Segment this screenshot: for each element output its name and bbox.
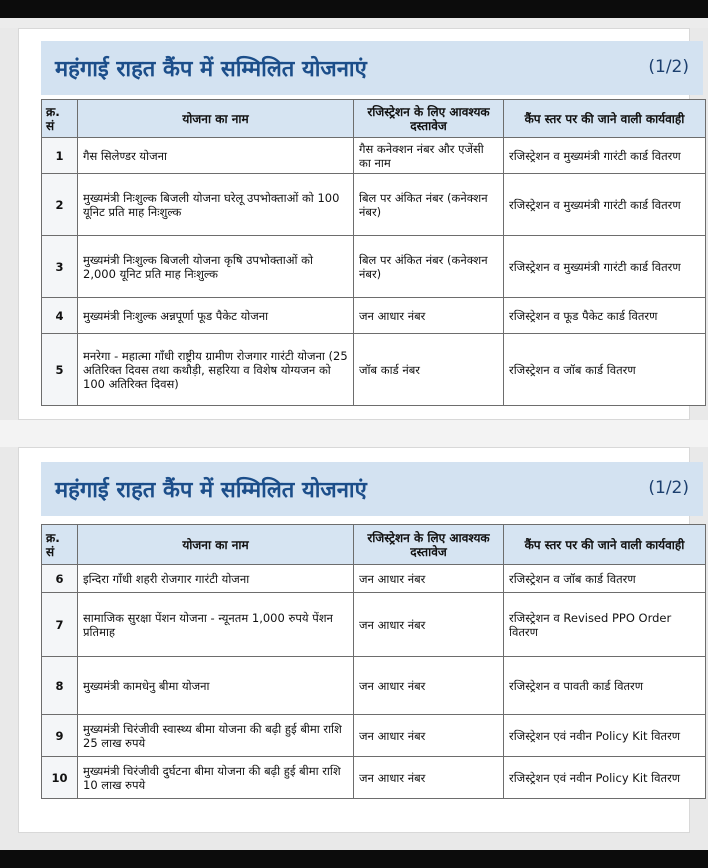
header-camp-action: कैंप स्तर पर की जाने वाली कार्यवाही <box>504 525 706 565</box>
row-scheme-name: मुख्यमंत्री निःशुल्क बिजली योजना घरेलू उपभोक्ताओं को 100 यूनिट प्रति माह निःशुल्क <box>78 174 354 236</box>
row-serial: 3 <box>42 236 78 298</box>
row-serial: 4 <box>42 298 78 334</box>
panel-1-title: महंगाई राहत कैंप में सम्मिलित योजनाएं <box>55 57 367 82</box>
panel-2-table <box>41 524 706 799</box>
table-row <box>42 334 706 406</box>
table-row <box>42 715 706 757</box>
row-serial: 8 <box>42 657 78 715</box>
row-document: जन आधार नंबर <box>354 715 504 757</box>
table-row <box>42 593 706 657</box>
row-action: रजिस्ट्रेशन व मुख्यमंत्री गारंटी कार्ड वितरण <box>504 138 706 174</box>
header-scheme-name: योजना का नाम <box>78 525 354 565</box>
middle-gap <box>0 420 708 447</box>
scheme-panel-2 <box>18 447 690 833</box>
row-scheme-name: इन्दिरा गाँधी शहरी रोजगार गारंटी योजना <box>78 565 354 593</box>
row-action: रजिस्ट्रेशन व पावती कार्ड वितरण <box>504 657 706 715</box>
table-row <box>42 174 706 236</box>
row-document: जॉब कार्ड नंबर <box>354 334 504 406</box>
row-document: जन आधार नंबर <box>354 757 504 799</box>
panel-1-table <box>41 99 706 406</box>
row-action: रजिस्ट्रेशन व जॉब कार्ड वितरण <box>504 565 706 593</box>
header-scheme-name: योजना का नाम <box>78 100 354 138</box>
row-scheme-name: मनरेगा - महात्मा गाँधी राष्ट्रीय ग्रामीण रोजगार गारंटी योजना (25 अतिरिक्त दिवस तथा कथौड़ी, सहरिया व विशेष योग्यजन को 100 अतिरिक्त दिवस) <box>78 334 354 406</box>
table-row <box>42 236 706 298</box>
row-action: रजिस्ट्रेशन व जॉब कार्ड वितरण <box>504 334 706 406</box>
row-action: रजिस्ट्रेशन व Revised PPO Order वितरण <box>504 593 706 657</box>
row-document: जन आधार नंबर <box>354 593 504 657</box>
table-row <box>42 757 706 799</box>
header-camp-action: कैंप स्तर पर की जाने वाली कार्यवाही <box>504 100 706 138</box>
row-scheme-name: मुख्यमंत्री चिरंजीवी स्वास्थ्य बीमा योजना की बढ़ी हुई बीमा राशि 25 लाख रुपये <box>78 715 354 757</box>
table-row <box>42 657 706 715</box>
row-document: जन आधार नंबर <box>354 657 504 715</box>
row-serial: 1 <box>42 138 78 174</box>
row-document: गैस कनेक्शन नंबर और एजेंसी का नाम <box>354 138 504 174</box>
row-document: जन आधार नंबर <box>354 298 504 334</box>
table-row <box>42 298 706 334</box>
top-black-bar <box>0 0 708 18</box>
row-scheme-name: मुख्यमंत्री कामधेनु बीमा योजना <box>78 657 354 715</box>
header-serial: क्र. सं <box>42 100 78 138</box>
row-action: रजिस्ट्रेशन एवं नवीन Policy Kit वितरण <box>504 715 706 757</box>
panel-2-page-indicator: (1/2) <box>648 478 689 498</box>
header-required-document: रजिस्ट्रेशन के लिए आवश्यक दस्तावेज <box>354 525 504 565</box>
row-scheme-name: सामाजिक सुरक्षा पेंशन योजना - न्यूनतम 1,000 रुपये पेंशन प्रतिमाह <box>78 593 354 657</box>
row-serial: 5 <box>42 334 78 406</box>
table-header-row <box>42 525 706 565</box>
panel-1-banner <box>41 41 703 95</box>
top-gap <box>0 18 708 28</box>
row-serial: 2 <box>42 174 78 236</box>
row-document: बिल पर अंकित नंबर (कनेक्शन नंबर) <box>354 236 504 298</box>
row-serial: 9 <box>42 715 78 757</box>
row-document: जन आधार नंबर <box>354 565 504 593</box>
row-action: रजिस्ट्रेशन व मुख्यमंत्री गारंटी कार्ड वितरण <box>504 236 706 298</box>
table-row <box>42 138 706 174</box>
row-action: रजिस्ट्रेशन व फूड पैकेट कार्ड वितरण <box>504 298 706 334</box>
header-required-document: रजिस्ट्रेशन के लिए आवश्यक दस्तावेज <box>354 100 504 138</box>
bottom-black-bar <box>0 850 708 868</box>
scheme-panel-1 <box>18 28 690 420</box>
row-serial: 10 <box>42 757 78 799</box>
row-scheme-name: मुख्यमंत्री निःशुल्क बिजली योजना कृषि उपभोक्ताओं को 2,000 यूनिट प्रति माह निःशुल्क <box>78 236 354 298</box>
panel-2-banner <box>41 462 703 516</box>
row-document: बिल पर अंकित नंबर (कनेक्शन नंबर) <box>354 174 504 236</box>
panel-2-title: महंगाई राहत कैंप में सम्मिलित योजनाएं <box>55 478 367 503</box>
table-row <box>42 565 706 593</box>
row-serial: 7 <box>42 593 78 657</box>
row-scheme-name: मुख्यमंत्री चिरंजीवी दुर्घटना बीमा योजना की बढ़ी हुई बीमा राशि 10 लाख रुपये <box>78 757 354 799</box>
row-scheme-name: मुख्यमंत्री निःशुल्क अन्नपूर्णा फूड पैकेट योजना <box>78 298 354 334</box>
panel-1-page-indicator: (1/2) <box>648 57 689 77</box>
header-serial: क्र. सं <box>42 525 78 565</box>
table-header-row <box>42 100 706 138</box>
row-scheme-name: गैस सिलेण्डर योजना <box>78 138 354 174</box>
row-serial: 6 <box>42 565 78 593</box>
row-action: रजिस्ट्रेशन एवं नवीन Policy Kit वितरण <box>504 757 706 799</box>
row-action: रजिस्ट्रेशन व मुख्यमंत्री गारंटी कार्ड वितरण <box>504 174 706 236</box>
